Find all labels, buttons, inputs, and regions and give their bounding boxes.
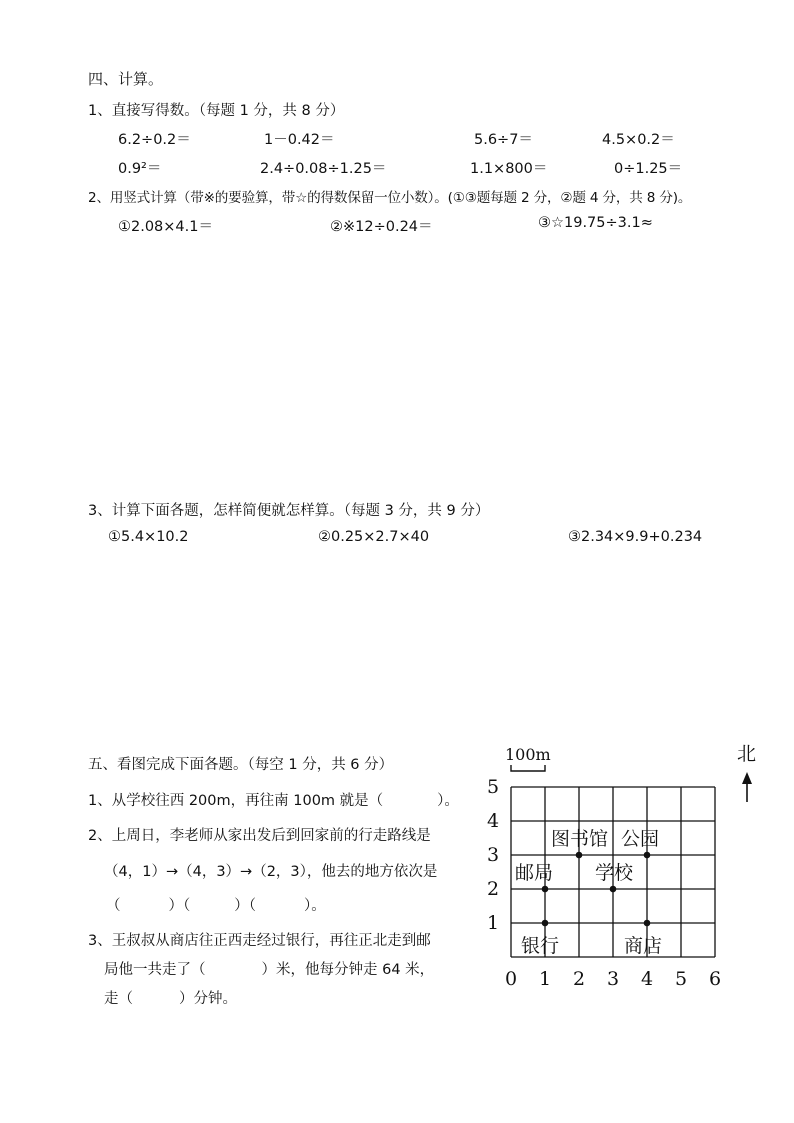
q1-item: 0.9²＝ [118,161,162,177]
y-tick-label: 1 [486,912,500,934]
q2-title: 2、用竖式计算（带※的要验算，带☆的得数保留一位小数）。(①③题每题 2 分，②题 4 分，共 8 分)。 [88,190,692,206]
q1-item: 5.6÷7＝ [474,132,533,148]
s5-q2-line1: 2、上周日，李老师从家出发后到回家前的行走路线是 [88,828,431,844]
x-tick-label: 2 [572,968,586,990]
q3-text: ）分钟。 [179,991,237,1007]
place-label: 银行 [521,935,560,957]
q3-title: 3、计算下面各题，怎样简便就怎样算。（每题 3 分，共 9 分） [88,503,490,519]
s5-q1-text-a: 1、从学校往西 200m，再往南 100m 就是（ [88,793,384,809]
map-grid [511,787,715,957]
q1-item: 2.4÷0.08÷1.25＝ [260,161,387,177]
x-tick-label: 0 [504,968,518,990]
q2-item: ②※12÷0.24＝ [330,219,433,235]
map-points [542,852,651,927]
q3-text: 局他一共走了（ [104,962,206,978]
q1-title: 1、直接写得数。（每题 1 分，共 8 分） [88,103,345,119]
place-point [542,886,549,893]
place-label: 邮局 [515,862,554,884]
scale-bar [505,745,551,771]
place-point [644,852,651,859]
paren: ）（ [234,898,256,914]
x-tick-label: 1 [538,968,552,990]
q1-item: 1－0.42＝ [264,132,335,148]
place-point [542,920,549,927]
y-tick-label: 5 [486,776,500,798]
s5-q1-text-b: ）。 [437,793,459,809]
place-label: 学校 [595,862,634,884]
place-label: 商店 [624,935,663,957]
s5-q1 [88,789,459,810]
y-tick-label: 2 [486,878,500,900]
q1-item: 1.1×800＝ [470,161,548,177]
x-tick-label: 5 [674,968,688,990]
place-point [576,852,583,859]
place-label: 公园 [621,828,660,850]
q2-item: ①2.08×4.1＝ [118,219,213,235]
s5-q3-line3 [104,987,237,1008]
north-arrow-icon [742,772,752,784]
section-5-heading: 五、看图完成下面各题。（每空 1 分，共 6 分） [88,757,394,773]
s5-q2-line3 [106,894,326,915]
north-indicator [737,743,756,802]
q3-text: 走（ [104,991,133,1007]
map-axis-ticks [487,776,721,990]
map-place-labels [515,828,662,957]
north-label: 北 [737,743,757,765]
x-tick-label: 3 [606,968,620,990]
scale-label: 100m [505,745,551,764]
q3-item: ①5.4×10.2 [108,529,189,545]
q3-item: ③2.34×9.9+0.234 [568,529,703,545]
section-4-heading: 四、计算。 [88,70,164,88]
paren: ）。 [304,898,326,914]
y-tick-label: 4 [486,810,500,832]
x-tick-label: 6 [708,968,722,990]
q3-text: ）米，他每分钟走 64 米， [261,962,435,978]
place-point [610,886,617,893]
q2-item: ③☆19.75÷3.1≈ [538,215,653,231]
q3-item: ②0.25×2.7×40 [318,529,430,545]
paren: （ [106,898,121,914]
place-point [644,920,651,927]
q1-item: 6.2÷0.2＝ [118,132,191,148]
place-label: 图书馆 [551,828,609,850]
paren: ）（ [168,898,191,914]
s5-q3-line1: 3、王叔叔从商店往正西走经过银行，再往正北走到邮 [88,933,431,949]
q1-item: 4.5×0.2＝ [602,132,675,148]
s5-q3-line2 [104,958,434,979]
y-tick-label: 3 [486,844,500,866]
q1-item: 0÷1.25＝ [614,161,683,177]
s5-q2-line2: （4，1）→（4，3）→（2，3），他去的地方依次是 [104,864,438,880]
x-tick-label: 4 [640,968,654,990]
